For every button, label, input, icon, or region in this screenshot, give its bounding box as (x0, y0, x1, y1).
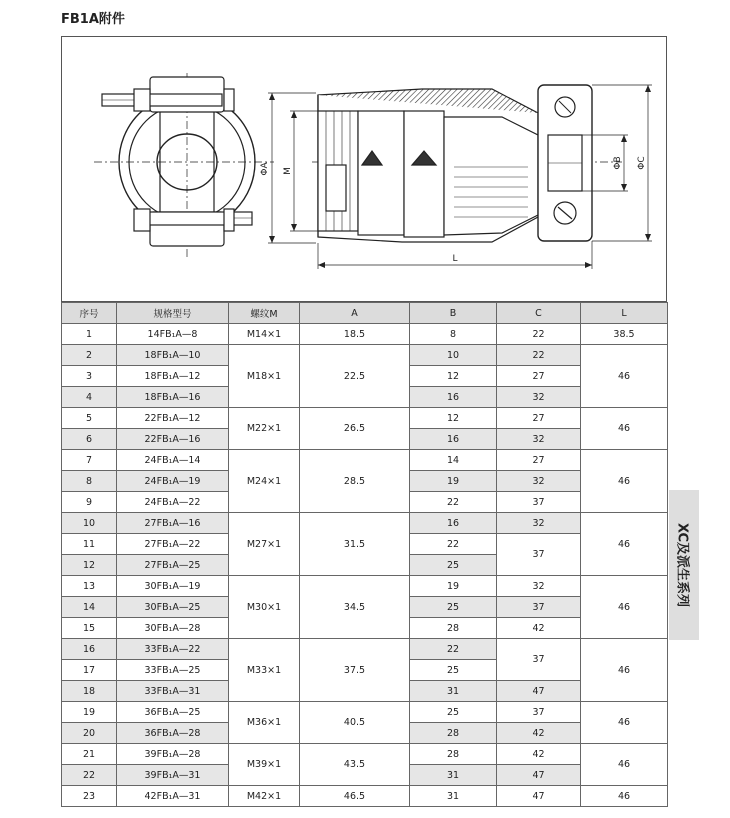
dim-label-phiC: ΦC (637, 156, 647, 170)
cell-thread: M42×1 (229, 786, 300, 807)
cell-index: 23 (62, 786, 117, 807)
table-row (62, 513, 668, 534)
cell-C: 42 (497, 744, 581, 765)
table-row (62, 576, 668, 597)
table-row (62, 639, 668, 660)
header-B: B (410, 303, 497, 324)
cell-model: 33FB₁A—25 (117, 660, 229, 681)
cell-model: 18FB₁A—10 (117, 345, 229, 366)
cell-L: 46 (581, 702, 668, 744)
end-view (94, 73, 274, 257)
cell-B: 31 (410, 765, 497, 786)
cell-model: 30FB₁A—19 (117, 576, 229, 597)
cell-index: 21 (62, 744, 117, 765)
cell-C: 37 (497, 534, 581, 576)
dim-label-phiA: ΦA (260, 162, 270, 176)
cell-model: 36FB₁A—28 (117, 723, 229, 744)
cell-C: 27 (497, 408, 581, 429)
cell-index: 20 (62, 723, 117, 744)
cell-C: 37 (497, 639, 581, 681)
cell-model: 24FB₁A—14 (117, 450, 229, 471)
cell-index: 17 (62, 660, 117, 681)
cell-A: 43.5 (300, 744, 410, 786)
cell-A: 46.5 (300, 786, 410, 807)
cell-index: 15 (62, 618, 117, 639)
cell-model: 33FB₁A—31 (117, 681, 229, 702)
cell-model: 36FB₁A—25 (117, 702, 229, 723)
cell-B: 12 (410, 366, 497, 387)
cell-C: 32 (497, 471, 581, 492)
cell-B: 28 (410, 618, 497, 639)
cell-index: 22 (62, 765, 117, 786)
cell-L: 46 (581, 450, 668, 513)
cell-thread: M39×1 (229, 744, 300, 786)
cell-thread: M30×1 (229, 576, 300, 639)
cell-B: 25 (410, 555, 497, 576)
cell-C: 27 (497, 450, 581, 471)
table-header-row (62, 303, 668, 324)
cell-B: 12 (410, 408, 497, 429)
cell-C: 32 (497, 387, 581, 408)
header-index: 序号 (62, 303, 117, 324)
cell-index: 2 (62, 345, 117, 366)
cell-C: 22 (497, 324, 581, 345)
cell-model: 22FB₁A—12 (117, 408, 229, 429)
cell-model: 18FB₁A—16 (117, 387, 229, 408)
cell-L: 46 (581, 513, 668, 576)
cell-A: 22.5 (300, 345, 410, 408)
cell-B: 16 (410, 387, 497, 408)
cell-L: 46 (581, 744, 668, 786)
cell-model: 14FB₁A—8 (117, 324, 229, 345)
cell-index: 3 (62, 366, 117, 387)
cell-index: 5 (62, 408, 117, 429)
dim-label-L: L (452, 254, 458, 264)
cell-B: 19 (410, 471, 497, 492)
cell-model: 33FB₁A—22 (117, 639, 229, 660)
cell-L: 46 (581, 639, 668, 702)
series-side-tab (669, 490, 699, 640)
cell-B: 28 (410, 744, 497, 765)
header-thread: 螺纹M (229, 303, 300, 324)
cell-index: 1 (62, 324, 117, 345)
series-side-tab-label: XC及派生系列 (674, 522, 690, 608)
cell-thread: M36×1 (229, 702, 300, 744)
cell-index: 9 (62, 492, 117, 513)
cell-A: 26.5 (300, 408, 410, 450)
cell-C: 47 (497, 765, 581, 786)
table-row (62, 786, 668, 807)
cell-C: 37 (497, 597, 581, 618)
cell-index: 12 (62, 555, 117, 576)
header-A: A (300, 303, 410, 324)
header-L: L (581, 303, 668, 324)
cell-model: 22FB₁A—16 (117, 429, 229, 450)
cell-B: 25 (410, 597, 497, 618)
cell-L: 38.5 (581, 324, 668, 345)
cell-C: 32 (497, 513, 581, 534)
cell-B: 22 (410, 534, 497, 555)
cell-L: 46 (581, 345, 668, 408)
cell-thread: M22×1 (229, 408, 300, 450)
cell-C: 47 (497, 681, 581, 702)
cell-index: 10 (62, 513, 117, 534)
table-row (62, 324, 668, 345)
table-row (62, 408, 668, 429)
cell-B: 10 (410, 345, 497, 366)
cell-index: 19 (62, 702, 117, 723)
cell-C: 32 (497, 429, 581, 450)
cell-B: 19 (410, 576, 497, 597)
dim-label-phiB: ΦB (613, 156, 623, 170)
side-view (312, 85, 622, 242)
cell-A: 40.5 (300, 702, 410, 744)
cell-index: 11 (62, 534, 117, 555)
cell-A: 34.5 (300, 576, 410, 639)
cell-C: 32 (497, 576, 581, 597)
cell-L: 46 (581, 786, 668, 807)
cell-model: 30FB₁A—28 (117, 618, 229, 639)
cell-A: 28.5 (300, 450, 410, 513)
spec-table (61, 302, 668, 807)
cell-thread: M24×1 (229, 450, 300, 513)
page-title: FB1A附件 (61, 12, 125, 27)
cell-B: 31 (410, 786, 497, 807)
cell-B: 22 (410, 639, 497, 660)
dim-label-M: M (283, 167, 293, 175)
cell-C: 37 (497, 492, 581, 513)
cell-B: 28 (410, 723, 497, 744)
header-model: 规格型号 (117, 303, 229, 324)
cell-C: 27 (497, 366, 581, 387)
cell-C: 22 (497, 345, 581, 366)
cell-L: 46 (581, 408, 668, 450)
cell-model: 42FB₁A—31 (117, 786, 229, 807)
cell-model: 27FB₁A—22 (117, 534, 229, 555)
cell-C: 42 (497, 618, 581, 639)
technical-drawing (61, 36, 667, 302)
cell-thread: M18×1 (229, 345, 300, 408)
cell-index: 18 (62, 681, 117, 702)
cell-A: 37.5 (300, 639, 410, 702)
header-C: C (497, 303, 581, 324)
cell-thread: M33×1 (229, 639, 300, 702)
cell-model: 39FB₁A—28 (117, 744, 229, 765)
cell-index: 6 (62, 429, 117, 450)
cell-B: 31 (410, 681, 497, 702)
cell-B: 16 (410, 429, 497, 450)
cell-index: 14 (62, 597, 117, 618)
cell-B: 22 (410, 492, 497, 513)
cell-B: 14 (410, 450, 497, 471)
cell-model: 24FB₁A—19 (117, 471, 229, 492)
cell-B: 8 (410, 324, 497, 345)
cell-C: 47 (497, 786, 581, 807)
cell-C: 42 (497, 723, 581, 744)
cell-B: 25 (410, 702, 497, 723)
table-row (62, 702, 668, 723)
cell-index: 13 (62, 576, 117, 597)
cell-index: 4 (62, 387, 117, 408)
cell-model: 39FB₁A—31 (117, 765, 229, 786)
cell-index: 7 (62, 450, 117, 471)
cell-index: 8 (62, 471, 117, 492)
cell-B: 25 (410, 660, 497, 681)
table-row (62, 744, 668, 765)
cell-model: 18FB₁A—12 (117, 366, 229, 387)
cell-thread: M14×1 (229, 324, 300, 345)
cell-model: 27FB₁A—25 (117, 555, 229, 576)
cell-A: 31.5 (300, 513, 410, 576)
cell-thread: M27×1 (229, 513, 300, 576)
cell-model: 30FB₁A—25 (117, 597, 229, 618)
cell-model: 27FB₁A—16 (117, 513, 229, 534)
table-row (62, 345, 668, 366)
cell-L: 46 (581, 576, 668, 639)
table-row (62, 450, 668, 471)
cell-index: 16 (62, 639, 117, 660)
cell-C: 37 (497, 702, 581, 723)
cell-B: 16 (410, 513, 497, 534)
cell-A: 18.5 (300, 324, 410, 345)
cell-model: 24FB₁A—22 (117, 492, 229, 513)
